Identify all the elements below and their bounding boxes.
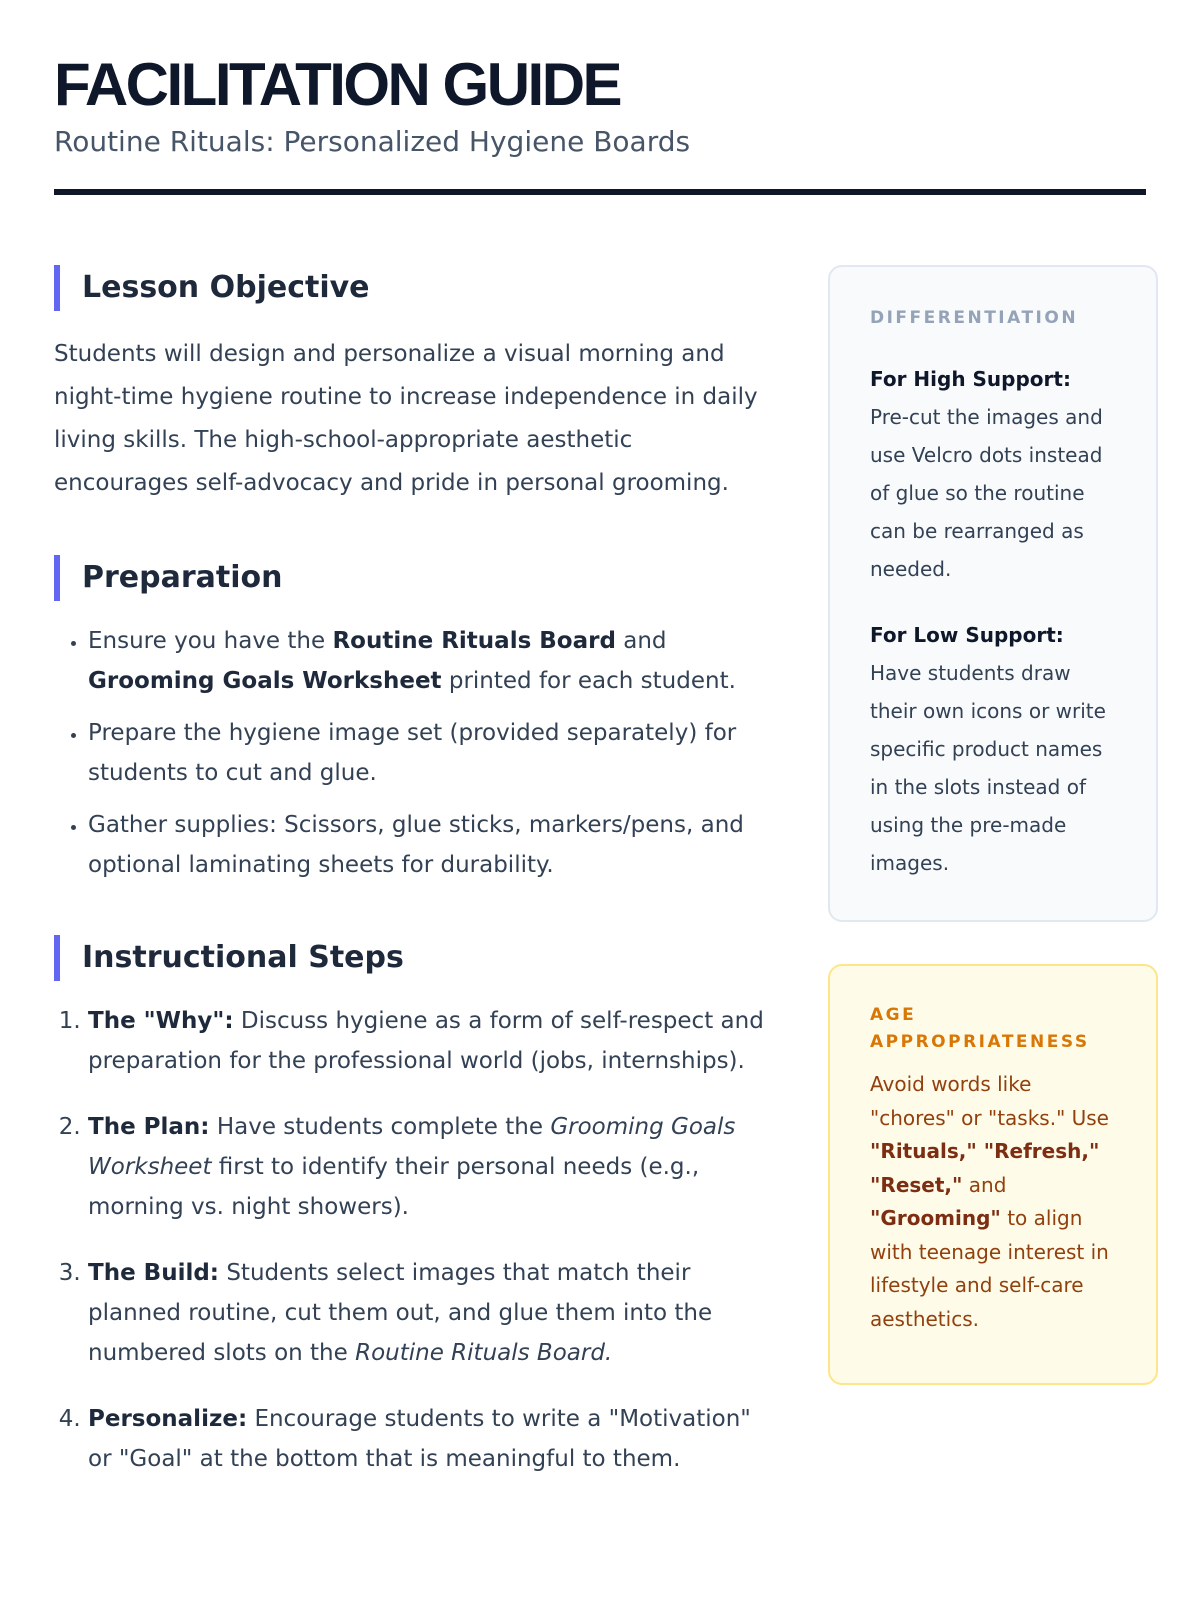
instructional-steps-heading: Instructional Steps	[54, 935, 764, 981]
preparation-item: • Prepare the hygiene image set (provided separately) for students to cut and glue.	[88, 713, 764, 793]
lesson-objective-text: Students will design and personalize a visual morning and night-time hygiene routine to increase independence in daily living skills. The high-school-appropriate aesthetic encourages self-advocacy and pride in personal grooming.	[54, 341, 758, 496]
low-support-heading: For Low Support:	[870, 623, 1064, 647]
lesson-objective-heading: Lesson Objective	[54, 265, 764, 311]
document-title: FACILITATION GUIDE	[54, 51, 621, 118]
header-divider	[54, 189, 1146, 195]
board-name: Routine Rituals Board	[332, 628, 616, 654]
step-item: 2. The Plan: Have students complete the Grooming Goals Worksheet first to identify their personal needs (e.g., morning vs. night showers).	[88, 1107, 764, 1227]
preparation-list	[54, 621, 764, 885]
step-item: 4. Personalize: Encourage students to write a "Motivation" or "Goal" at the bottom that is meaningful to them.	[88, 1399, 764, 1479]
preparation-heading: Preparation	[54, 555, 764, 601]
differentiation-label: DIFFERENTIATION	[870, 308, 1079, 328]
document-subtitle: Routine Rituals: Personalized Hygiene Boards	[54, 125, 691, 158]
document-header	[54, 52, 1146, 195]
step-item: 1. The "Why": Discuss hygiene as a form of self-respect and preparation for the professional world (jobs, internships).	[88, 1001, 764, 1081]
low-support-text: Have students draw their own icons or write specific product names in the slots instead of using the pre-made images.	[870, 661, 1106, 875]
differentiation-card	[828, 265, 1158, 922]
step-label: Personalize:	[88, 1406, 248, 1432]
worksheet-name: Grooming Goals Worksheet	[88, 668, 442, 694]
main-column	[54, 265, 764, 1505]
instructional-steps-section	[54, 935, 764, 1479]
preparation-section	[54, 555, 764, 885]
sidebar-column	[828, 265, 1158, 1385]
age-appropriateness-label: AGE APPROPRIATENESS	[870, 1005, 1090, 1052]
lesson-objective-section	[54, 265, 764, 505]
age-appropriateness-card	[828, 964, 1158, 1385]
step-label: The Plan:	[88, 1114, 210, 1140]
step-item: 3. The Build: Students select images that match their planned routine, cut them out, and glue them into the numbered slots on the Routine Rituals Board.	[88, 1253, 764, 1373]
high-support-block	[870, 360, 1116, 588]
step-label: The "Why":	[88, 1008, 234, 1034]
high-support-text: Pre-cut the images and use Velcro dots instead of glue so the routine can be rearranged as needed.	[870, 405, 1103, 581]
preferred-terms: "Rituals," "Refresh," "Reset,"	[870, 1139, 1100, 1197]
instructional-steps-list	[54, 1001, 764, 1479]
grooming-term: "Grooming"	[870, 1206, 1001, 1230]
age-appropriateness-text: Avoid words like "chores" or "tasks." Use "Rituals," "Refresh," "Reset," and "Grooming" to align with teenage interest in lifestyle and self-care aesthetics.	[870, 1072, 1109, 1331]
high-support-heading: For High Support:	[870, 367, 1071, 391]
preparation-item: • Gather supplies: Scissors, glue sticks, markers/pens, and optional laminating sheets for durability.	[88, 805, 764, 885]
low-support-block	[870, 616, 1116, 882]
step-label: The Build:	[88, 1260, 220, 1286]
preparation-item: • Ensure you have the Routine Rituals Board and Grooming Goals Worksheet printed for each student.	[88, 621, 764, 701]
